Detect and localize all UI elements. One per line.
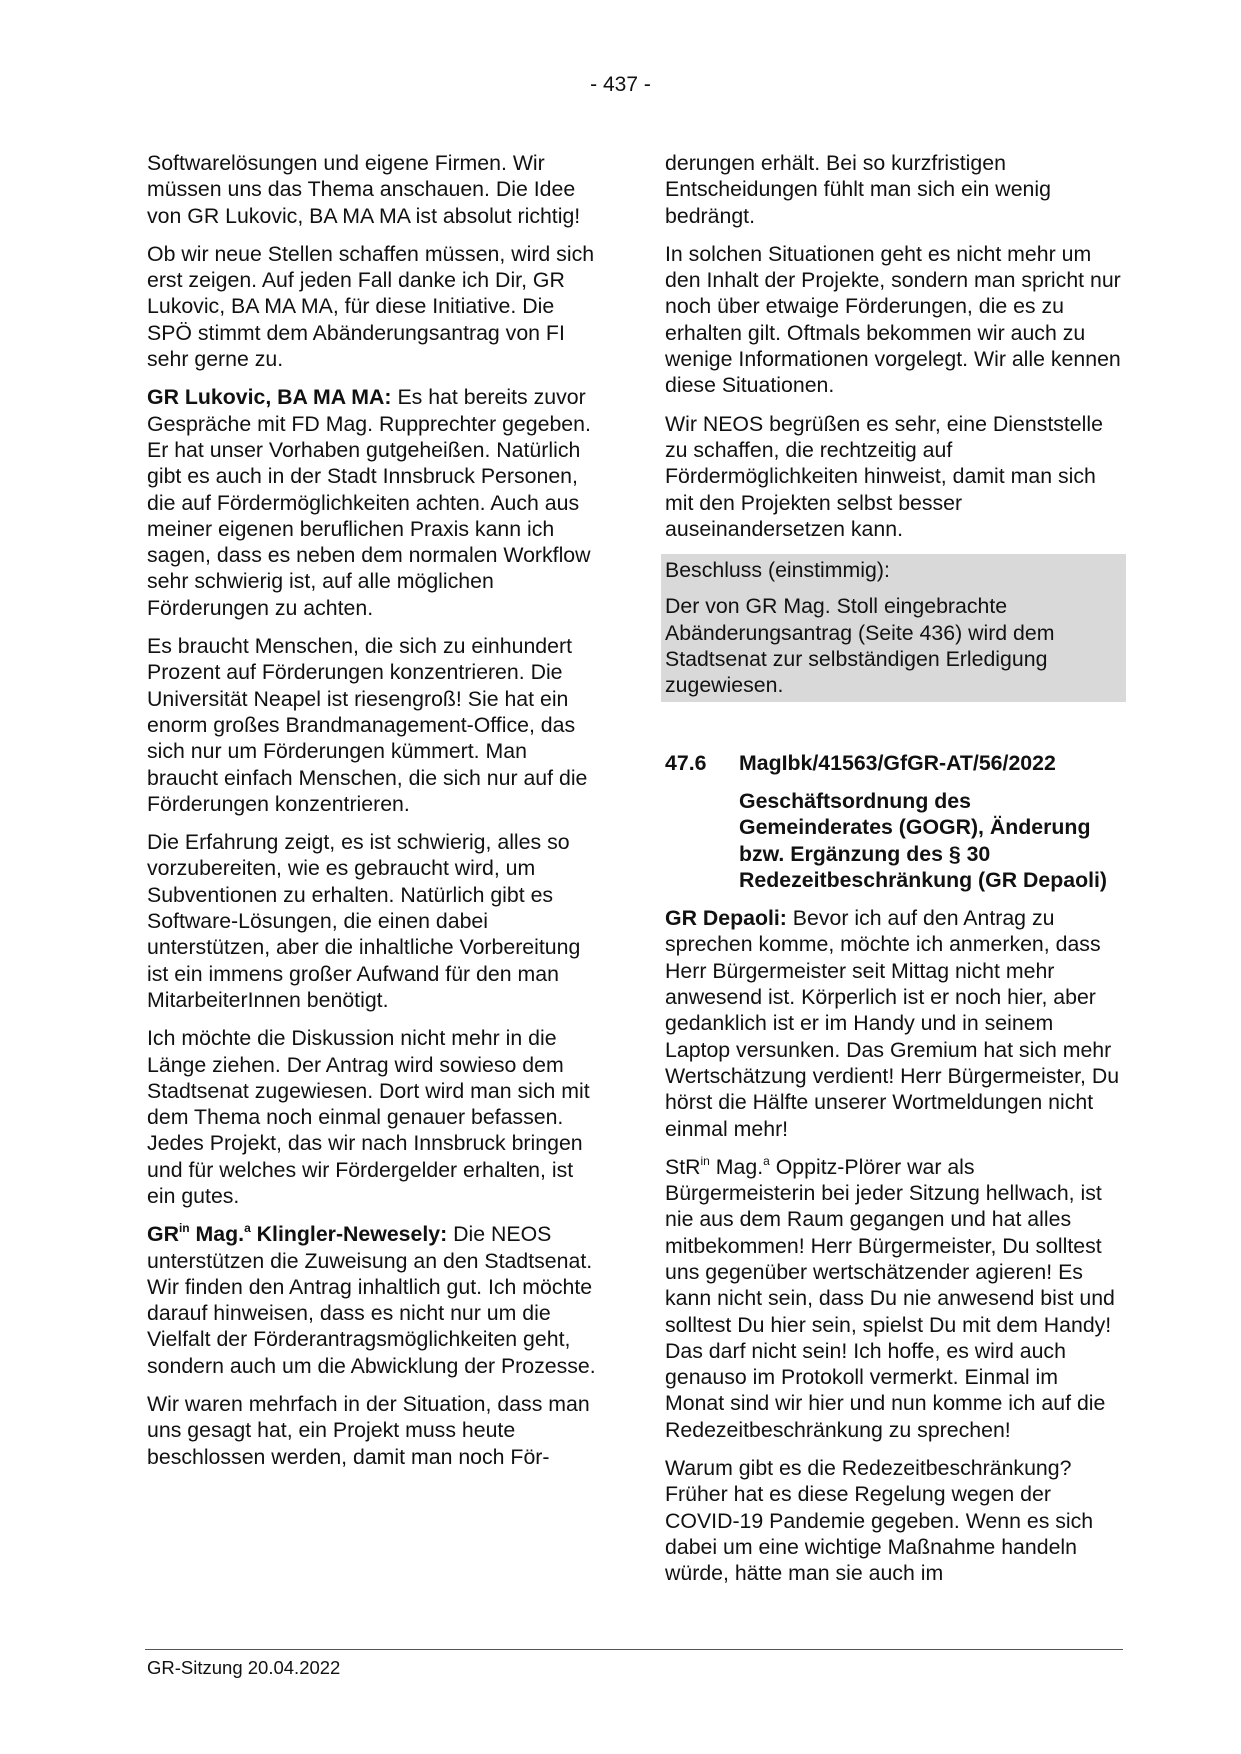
paragraph: In solchen Situationen geht es nicht mehr um den Inhalt der Projekte, sondern man spricht nur noch über etwaige Förderungen, die es zu erhalten gilt. Oftmals bekommen wir auch zu wenige Informationen vorgelegt. Wir alle kennen diese Situationen.: [665, 241, 1121, 398]
resolution-label: Beschluss (einstimmig):: [665, 558, 890, 583]
speech-paragraph: [147, 384, 603, 621]
right-column: [665, 150, 1123, 1599]
speaker-name: GR Depaoli:: [665, 906, 787, 931]
agenda-reference: MagIbk/41563/GfGR-AT/56/2022: [739, 750, 1056, 775]
left-column: [147, 150, 603, 1482]
speech-text: Es hat bereits zuvor Gespräche mit FD Mag. Rupprechter gegeben. Er hat unser Vorhaben gutgeheißen. Natürlich gibt es auch in der Stadt Innsbruck Personen, die auf Fördermöglichkeiten achten. Auch aus meiner eigenen beruflichen Praxis kann ich sagen, dass es neben dem normalen Workflow sehr schwierig ist, auf alle möglichen Förderungen zu achten.: [147, 385, 591, 620]
speech-paragraph: [147, 1221, 603, 1379]
speaker-name: $GR^{in}$ Mag.$^a$ Klingler-Newesely:: [147, 1221, 448, 1247]
agenda-number: 47.6: [665, 750, 707, 775]
paragraph: Ob wir neue Stellen schaffen müssen, wird sich erst zeigen. Auf jeden Fall danke ich Dir, GR Lukovic, BA MA MA, für diese Initiative. Die SPÖ stimmt dem Abänderungsantrag von FI sehr gerne zu.: [147, 241, 595, 372]
paragraph: Ich möchte die Diskussion nicht mehr in die Länge ziehen. Der Antrag wird sowieso dem Stadtsenat zugewiesen. Dort wird man sich mit dem Thema noch einmal genauer befassen. Jedes Projekt, das wir nach Innsbruck bringen und für welches wir Fördergelder erhalten, ist ein gutes.: [147, 1026, 590, 1208]
agenda-title: Geschäftsordnung des Gemeinderates (GOGR), Änderung bzw. Ergänzung des § 30 Redezeitbeschränkung (GR Depaoli): [739, 788, 1108, 892]
speech-paragraph: [665, 905, 1123, 1142]
resolution-text: Der von GR Mag. Stoll eingebrachte Abänderungsantrag (Seite 436) wird dem Stadtsenat zur selbständigen Erledigung zugewiesen.: [665, 594, 1055, 698]
paragraph: Die Erfahrung zeigt, es ist schwierig, alles so vorzubereiten, wie es gebraucht wird, um Subventionen zu erhalten. Natürlich gibt es Software-Lösungen, die einen dabei unterstützen, aber die inhaltliche Vorbereitung ist ein immens großer Aufwand für den man MitarbeiterInnen benötigt.: [147, 830, 581, 1012]
paragraph: StR$^{in}$ Mag.$^a$ Oppitz-Plörer war als Bürgermeisterin bei jeder Sitzung hellwach, ist nie aus dem Raum gegangen und hat alles mitbekommen! Herr Bürgermeister, Du solltest uns gegenüber wertschätzender agieren! Es kann nicht sein, dass Du nie anwesend bist und solltest Du hier sein, spielst Du mit dem Handy! Das darf nicht sein! Ich hoffe, es wird auch genauso im Protokoll vermerkt. Einmal im Monat sind wir hier und nun komme ich auf die Redezeitbeschränkung zu sprechen!: [665, 1153, 1115, 1442]
paragraph: derungen erhält. Bei so kurzfristigen Entscheidungen fühlt man sich ein wenig bedrängt.: [665, 151, 1051, 228]
agenda-item: [665, 750, 1123, 893]
paragraph: Softwarelösungen und eigene Firmen. Wir müssen uns das Thema anschauen. Die Idee von GR Lukovic, BA MA MA ist absolut richtig!: [147, 151, 581, 228]
paragraph: Wir NEOS begrüßen es sehr, eine Dienststelle zu schaffen, die rechtzeitig auf Fördermöglichkeiten hinweist, damit man sich mit den Projekten selbst besser auseinandersetzen kann.: [665, 411, 1103, 541]
speech-text: Die NEOS unterstützen die Zuweisung an den Stadtsenat. Wir finden den Antrag inhaltlich gut. Ich möchte darauf hinweisen, dass es nicht nur um die Vielfalt der Förderantragsmöglichkeiten geht, sondern auch um die Abwicklung der Prozesse.: [147, 1222, 596, 1378]
paragraph: Warum gibt es die Redezeitbeschränkung? Früher hat es diese Regelung wegen der COVID-19 Pandemie gegeben. Wenn es sich dabei um eine wichtige Maßnahme handeln würde, hätte man sie auch im: [665, 1456, 1094, 1586]
paragraph: Es braucht Menschen, die sich zu einhundert Prozent auf Förderungen konzentrieren. Die Universität Neapel ist riesengroß! Sie hat ein enorm großes Brandmanagement-Office, das sich nur um Förderungen kümmert. Man braucht einfach Menschen, die sich nur auf die Förderungen konzentrieren.: [147, 634, 588, 816]
page-number: - 437 -: [590, 73, 651, 96]
footer: GR-Sitzung 20.04.2022: [147, 1657, 341, 1678]
footer-divider: [145, 1649, 1123, 1650]
resolution-box: [661, 554, 1126, 701]
paragraph: Wir waren mehrfach in der Situation, dass man uns gesagt hat, ein Projekt muss heute beschlossen werden, damit man noch För-: [147, 1392, 590, 1469]
speech-text: Bevor ich auf den Antrag zu sprechen komme, möchte ich anmerken, dass Herr Bürgermeister seit Mittag nicht mehr anwesend ist. Körperlich ist er noch hier, aber gedanklich ist er im Handy und in seinem Laptop versunken. Das Gremium hat sich mehr Wertschätzung verdient! Herr Bürgermeister, Du hörst die Hälfte unserer Wortmeldungen nicht einmal mehr!: [665, 906, 1120, 1141]
speaker-name: GR Lukovic, BA MA MA:: [147, 385, 392, 410]
